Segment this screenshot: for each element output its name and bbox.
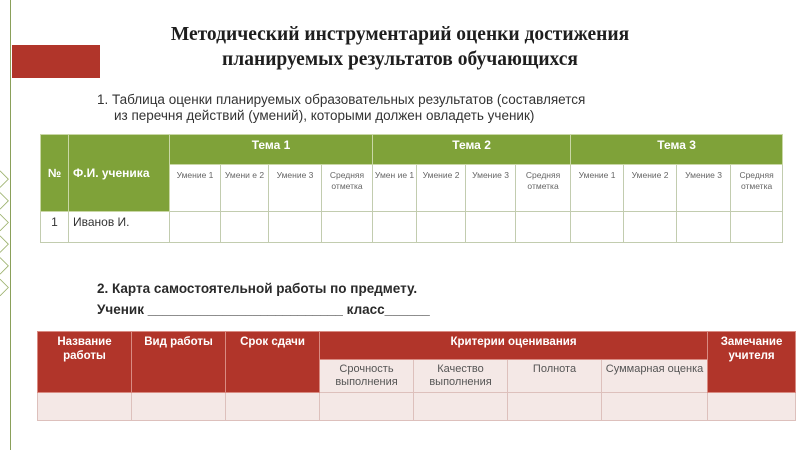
row-student-name: Иванов И. xyxy=(69,212,170,243)
grade-cell[interactable] xyxy=(417,212,466,243)
section1-line2: из перечня действий (умений), которыми должен овладеть ученик) xyxy=(114,108,535,123)
topic-1-header: Тема 1 xyxy=(170,135,373,165)
topic-1-skill-2: Умени е 2 xyxy=(221,165,269,212)
grade-cell[interactable] xyxy=(221,212,269,243)
section1-line1: 1. Таблица оценки планируемых образовательных результатов (составляется xyxy=(97,92,586,107)
criterion-total-score: Суммарная оценка xyxy=(602,360,708,393)
criterion-quality: Качество выполнения xyxy=(414,360,508,393)
entry-cell[interactable] xyxy=(414,393,508,421)
topic-2-average: Средняя отметка xyxy=(516,165,571,212)
section2-line2: Ученик __________________________ класс______ xyxy=(97,302,430,317)
grade-cell[interactable] xyxy=(571,212,624,243)
grade-cell[interactable] xyxy=(373,212,417,243)
decorative-arrows xyxy=(0,0,10,450)
teacher-remark-header: Замечание учителя xyxy=(708,332,796,393)
assessment-table xyxy=(40,134,783,243)
table-row xyxy=(41,212,783,243)
topic-1-average: Средняя отметка xyxy=(322,165,373,212)
entry-cell[interactable] xyxy=(602,393,708,421)
section2-line1: 2. Карта самостоятельной работы по предмету. xyxy=(97,281,418,296)
section2-heading xyxy=(97,281,430,318)
independent-work-table xyxy=(37,331,796,421)
entry-cell[interactable] xyxy=(132,393,226,421)
topic-2-skill-1: Умен ие 1 xyxy=(373,165,417,212)
topic-3-header: Тема 3 xyxy=(571,135,783,165)
topic-3-skill-1: Умение 1 xyxy=(571,165,624,212)
topic-2-skill-3: Умение 3 xyxy=(466,165,516,212)
table-row xyxy=(38,393,796,421)
title-accent-band xyxy=(12,45,100,78)
entry-cell[interactable] xyxy=(320,393,414,421)
grade-cell[interactable] xyxy=(677,212,731,243)
grade-cell[interactable] xyxy=(322,212,373,243)
topic-1-skill-1: Умение 1 xyxy=(170,165,221,212)
topic-3-average: Средняя отметка xyxy=(731,165,783,212)
slide-title xyxy=(100,22,700,72)
work-type-header: Вид работы xyxy=(132,332,226,393)
criteria-header: Критерии оценивания xyxy=(320,332,708,360)
grade-cell[interactable] xyxy=(466,212,516,243)
section1-heading xyxy=(97,92,585,124)
grade-cell[interactable] xyxy=(516,212,571,243)
deadline-header: Срок сдачи xyxy=(226,332,320,393)
criterion-urgency: Срочность выполнения xyxy=(320,360,414,393)
topic-2-skill-2: Умение 2 xyxy=(417,165,466,212)
row-num: 1 xyxy=(41,212,69,243)
entry-cell[interactable] xyxy=(508,393,602,421)
work-name-header: Название работы xyxy=(38,332,132,393)
slide-title-line1: Методический инструментарий оценки достижения xyxy=(170,24,630,45)
left-rule xyxy=(10,0,11,450)
entry-cell[interactable] xyxy=(226,393,320,421)
topic-3-skill-2: Умение 2 xyxy=(624,165,677,212)
slide-title-line2: планируемых результатов обучающихся xyxy=(222,49,578,70)
entry-cell[interactable] xyxy=(708,393,796,421)
topic-2-header: Тема 2 xyxy=(373,135,571,165)
grade-cell[interactable] xyxy=(269,212,322,243)
grade-cell[interactable] xyxy=(731,212,783,243)
student-name-header: Ф.И. ученика xyxy=(69,135,170,212)
entry-cell[interactable] xyxy=(38,393,132,421)
grade-cell[interactable] xyxy=(170,212,221,243)
num-header: № xyxy=(41,135,69,212)
grade-cell[interactable] xyxy=(624,212,677,243)
criterion-completeness: Полнота xyxy=(508,360,602,393)
topic-3-skill-3: Умение 3 xyxy=(677,165,731,212)
topic-1-skill-3: Умение 3 xyxy=(269,165,322,212)
